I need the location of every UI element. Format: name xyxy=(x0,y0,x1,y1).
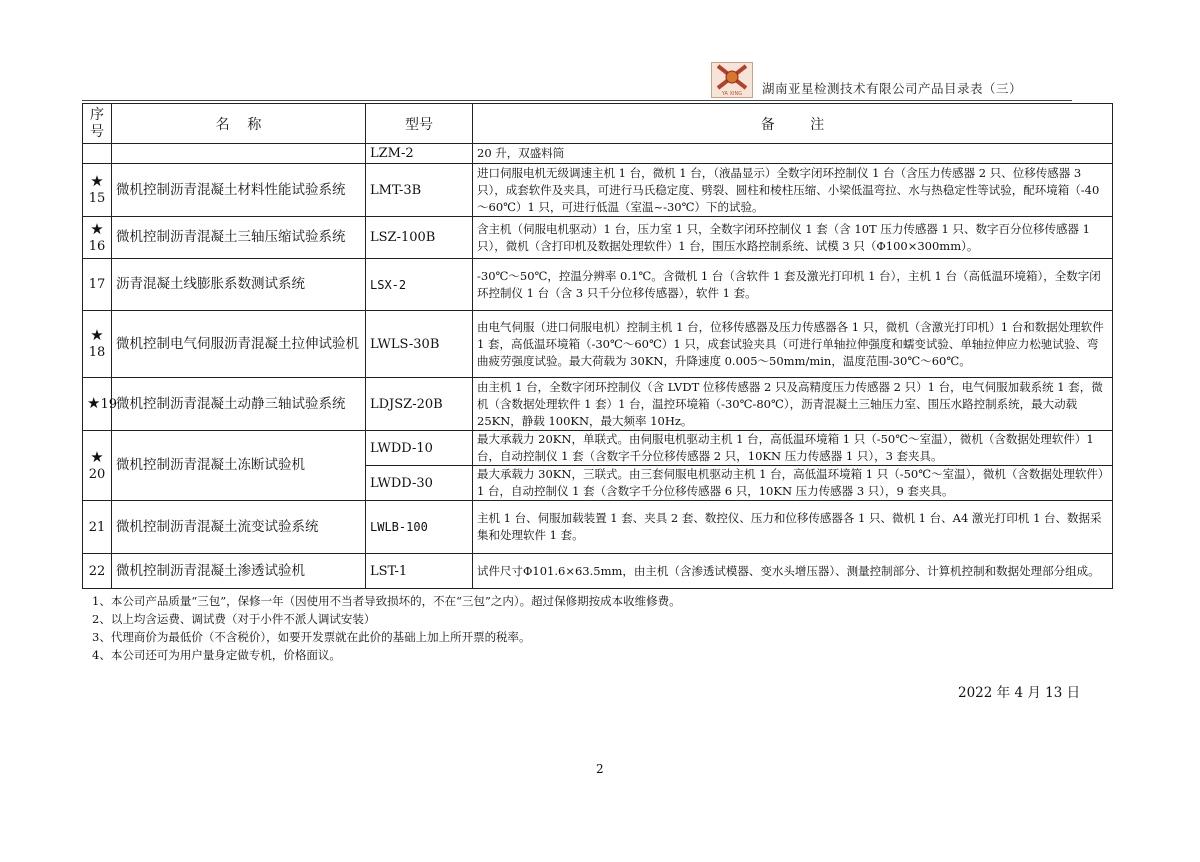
model-cell: LWDD-30 xyxy=(366,466,473,501)
star-icon: ★ xyxy=(90,172,104,190)
seq-number: 15 xyxy=(88,191,106,206)
product-name-cell: 微机控制沥青混凝土材料性能试验系统 xyxy=(112,164,366,217)
note-cell: 含主机（伺服电机驱动）1 台，压力室 1 只，全数字闭环控制仪 1 套（含 10T 压力传感器 1 只、数字百分位移传感器 1 只），微机（含打印机及数据处理软件）1 台，围压水路控制系统、试模 3 只（Φ100×300mm）。 xyxy=(473,217,1113,259)
model-cell: LWLS-30B xyxy=(366,311,473,378)
column-header-name: 名 称 xyxy=(112,104,366,144)
table-row xyxy=(83,164,1113,217)
product-name-cell: 沥青混凝土线膨胀系数测试系统 xyxy=(112,259,366,311)
logo-caption: YA XING xyxy=(721,91,743,97)
star-icon: ★ xyxy=(90,219,104,238)
table-row xyxy=(83,311,1113,378)
product-name-cell: 微机控制沥青混凝土流变试验系统 xyxy=(112,501,366,554)
product-name-cell: 微机控制沥青混凝土三轴压缩试验系统 xyxy=(112,217,366,259)
seq-cell xyxy=(83,431,112,501)
seq-number: 20 xyxy=(88,466,106,482)
model-cell: LWDD-10 xyxy=(366,431,473,466)
table-row xyxy=(83,431,1113,466)
note-cell: 最大承载力 20KN，单联式。由伺服电机驱动主机 1 台，高低温环境箱 1 只（-50℃～室温），微机（含数据处理软件）1 台，自动控制仪 1 套（含数字千分位移传感器 2 只，10KN 压力传感器 1 只），3 套夹具。 xyxy=(473,431,1113,466)
note-cell: 由主机 1 台，全数字闭环控制仪（含 LVDT 位移传感器 2 只及高精度压力传感器 2 只）1 台，电气伺服加载系统 1 套，微机（含数据处理软件 1 套）1 台，温控环境箱（-30℃-80℃），沥青混凝土三轴压力室、围压水路控制系统，最大动载 25KN，静载 100KN，最大频率 10Hz。 xyxy=(473,378,1113,431)
company-logo xyxy=(711,62,753,98)
column-header-note: 备 注 xyxy=(473,104,1113,144)
document-date: 2022 年 4 月 13 日 xyxy=(958,685,1081,701)
table-row xyxy=(83,259,1113,311)
seq-number: 16 xyxy=(88,238,106,254)
star-icon: ★ xyxy=(90,326,104,344)
footnote-item: 2、以上均含运费、调试费（对于小件不派人调试安装） xyxy=(92,612,376,626)
note-cell: 进口伺服电机无级调速主机 1 台，微机 1 台，（液晶显示）全数字闭环控制仪 1 台（含压力传感器 2 只、位移传感器 3 只），成套软件及夹具，可进行马氏稳定度、劈裂、圆柱和棱柱压缩、小梁低温弯拉、水与热稳定性等试验，配环境箱（-40～60℃）1 只，可进行低温（室温~-30℃）下的试验。 xyxy=(473,164,1113,217)
table-row xyxy=(83,554,1113,589)
product-name-cell: 微机控制沥青混凝土冻断试验机 xyxy=(112,431,366,501)
seq-number: 19 xyxy=(100,397,117,412)
seq-cell xyxy=(83,378,117,431)
product-name-cell xyxy=(112,144,366,164)
note-cell: -30℃～50℃，控温分辨率 0.1℃。含微机 1 台（含软件 1 套及激光打印机 1 台），主机 1 台（高低温环境箱），全数字闭环控制仪 1 台（含 3 只千分位移传感器），软件 1 套。 xyxy=(473,259,1113,311)
seq-cell xyxy=(83,501,112,554)
seq-cell xyxy=(83,144,112,164)
product-name-cell: 微机控制沥青混凝土动静三轴试验系统 xyxy=(112,378,366,431)
product-name-cell: 微机控制沥青混凝土渗透试验机 xyxy=(112,554,366,589)
seq-cell xyxy=(83,164,112,217)
note-cell: 最大承载力 30KN，三联式。由三套伺服电机驱动主机 1 台，高低温环境箱 1 只（-50℃～室温），微机（含数据处理软件）1 台，自动控制仪 1 套（含数字千分位移传感器 6 只，10KN 压力传感器 3 只），9 套夹具。 xyxy=(473,466,1113,501)
product-name-cell: 微机控制电气伺服沥青混凝土拉伸试验机 xyxy=(112,311,366,378)
footnote-item: 4、本公司还可为用户量身定做专机，价格面议。 xyxy=(92,648,341,662)
model-cell: LMT-3B xyxy=(366,164,473,217)
model-cell: LWLB-100 xyxy=(366,501,473,554)
table-header-row xyxy=(83,104,1113,144)
star-icon: ★ xyxy=(87,394,101,412)
seq-number: 17 xyxy=(88,277,106,292)
logo-emblem-icon xyxy=(712,63,752,91)
column-header-seq: 序号 xyxy=(83,104,112,144)
footnote-item: 3、代理商价为最低价（不含税价），如要开发票就在此价的基础上加上所开票的税率。 xyxy=(92,630,531,644)
model-cell: LST-1 xyxy=(366,554,473,589)
seq-cell xyxy=(83,217,112,259)
seq-cell xyxy=(83,554,112,589)
note-cell: 试件尺寸Φ101.6×63.5mm，由主机（含渗透试模器、变水头增压器）、测量控制部分、计算机控制和数据处理部分组成。 xyxy=(473,554,1113,589)
table-row xyxy=(83,501,1113,554)
star-icon: ★ xyxy=(90,447,104,466)
note-cell: 主机 1 台、伺服加载装置 1 套、夹具 2 套、数控仪、压力和位移传感器各 1 只、微机 1 台、A4 激光打印机 1 台、数据采集和处理软件 1 套。 xyxy=(473,501,1113,554)
model-cell: LZM-2 xyxy=(366,144,473,164)
seq-number: 18 xyxy=(88,345,106,360)
seq-number: 21 xyxy=(88,519,106,535)
model-cell: LSZ-100B xyxy=(366,217,473,259)
product-catalog-table xyxy=(82,103,1113,589)
footnote-item: 1、本公司产品质量“三包”，保修一年（因使用不当者导致损坏的，不在“三包”之内）。超过保修期按成本收维修费。 xyxy=(92,594,681,608)
seq-cell xyxy=(83,311,112,378)
header-divider xyxy=(82,100,1072,101)
note-cell: 由电气伺服（进口伺服电机）控制主机 1 台，位移传感器及压力传感器各 1 只，微机（含激光打印机）1 台和数据处理软件 1 套，高低温环境箱（-30℃～60℃）1 只，成套试验夹具（可进行单轴拉伸强度和蠕变试验、单轴拉伸应力松驰试验、弯曲疲劳强度试验。最大荷载为 30KN，升降速度 0.005～50mm/min，温度范围-30℃～60℃。 xyxy=(473,311,1113,378)
page-number: 2 xyxy=(596,762,604,776)
company-title: 湖南亚星检测技术有限公司产品目录表（三） xyxy=(762,81,1023,96)
column-header-model: 型号 xyxy=(366,104,473,144)
table-row xyxy=(83,144,1113,164)
table-row xyxy=(83,378,1113,431)
model-cell: LSX-2 xyxy=(366,259,473,311)
table-row xyxy=(83,217,1113,259)
note-cell: 20 升，双盛料筒 xyxy=(473,144,1113,164)
seq-number: 22 xyxy=(88,563,106,579)
model-cell: LDJSZ-20B xyxy=(366,378,473,431)
seq-cell xyxy=(83,259,112,311)
footnotes xyxy=(92,592,1092,664)
